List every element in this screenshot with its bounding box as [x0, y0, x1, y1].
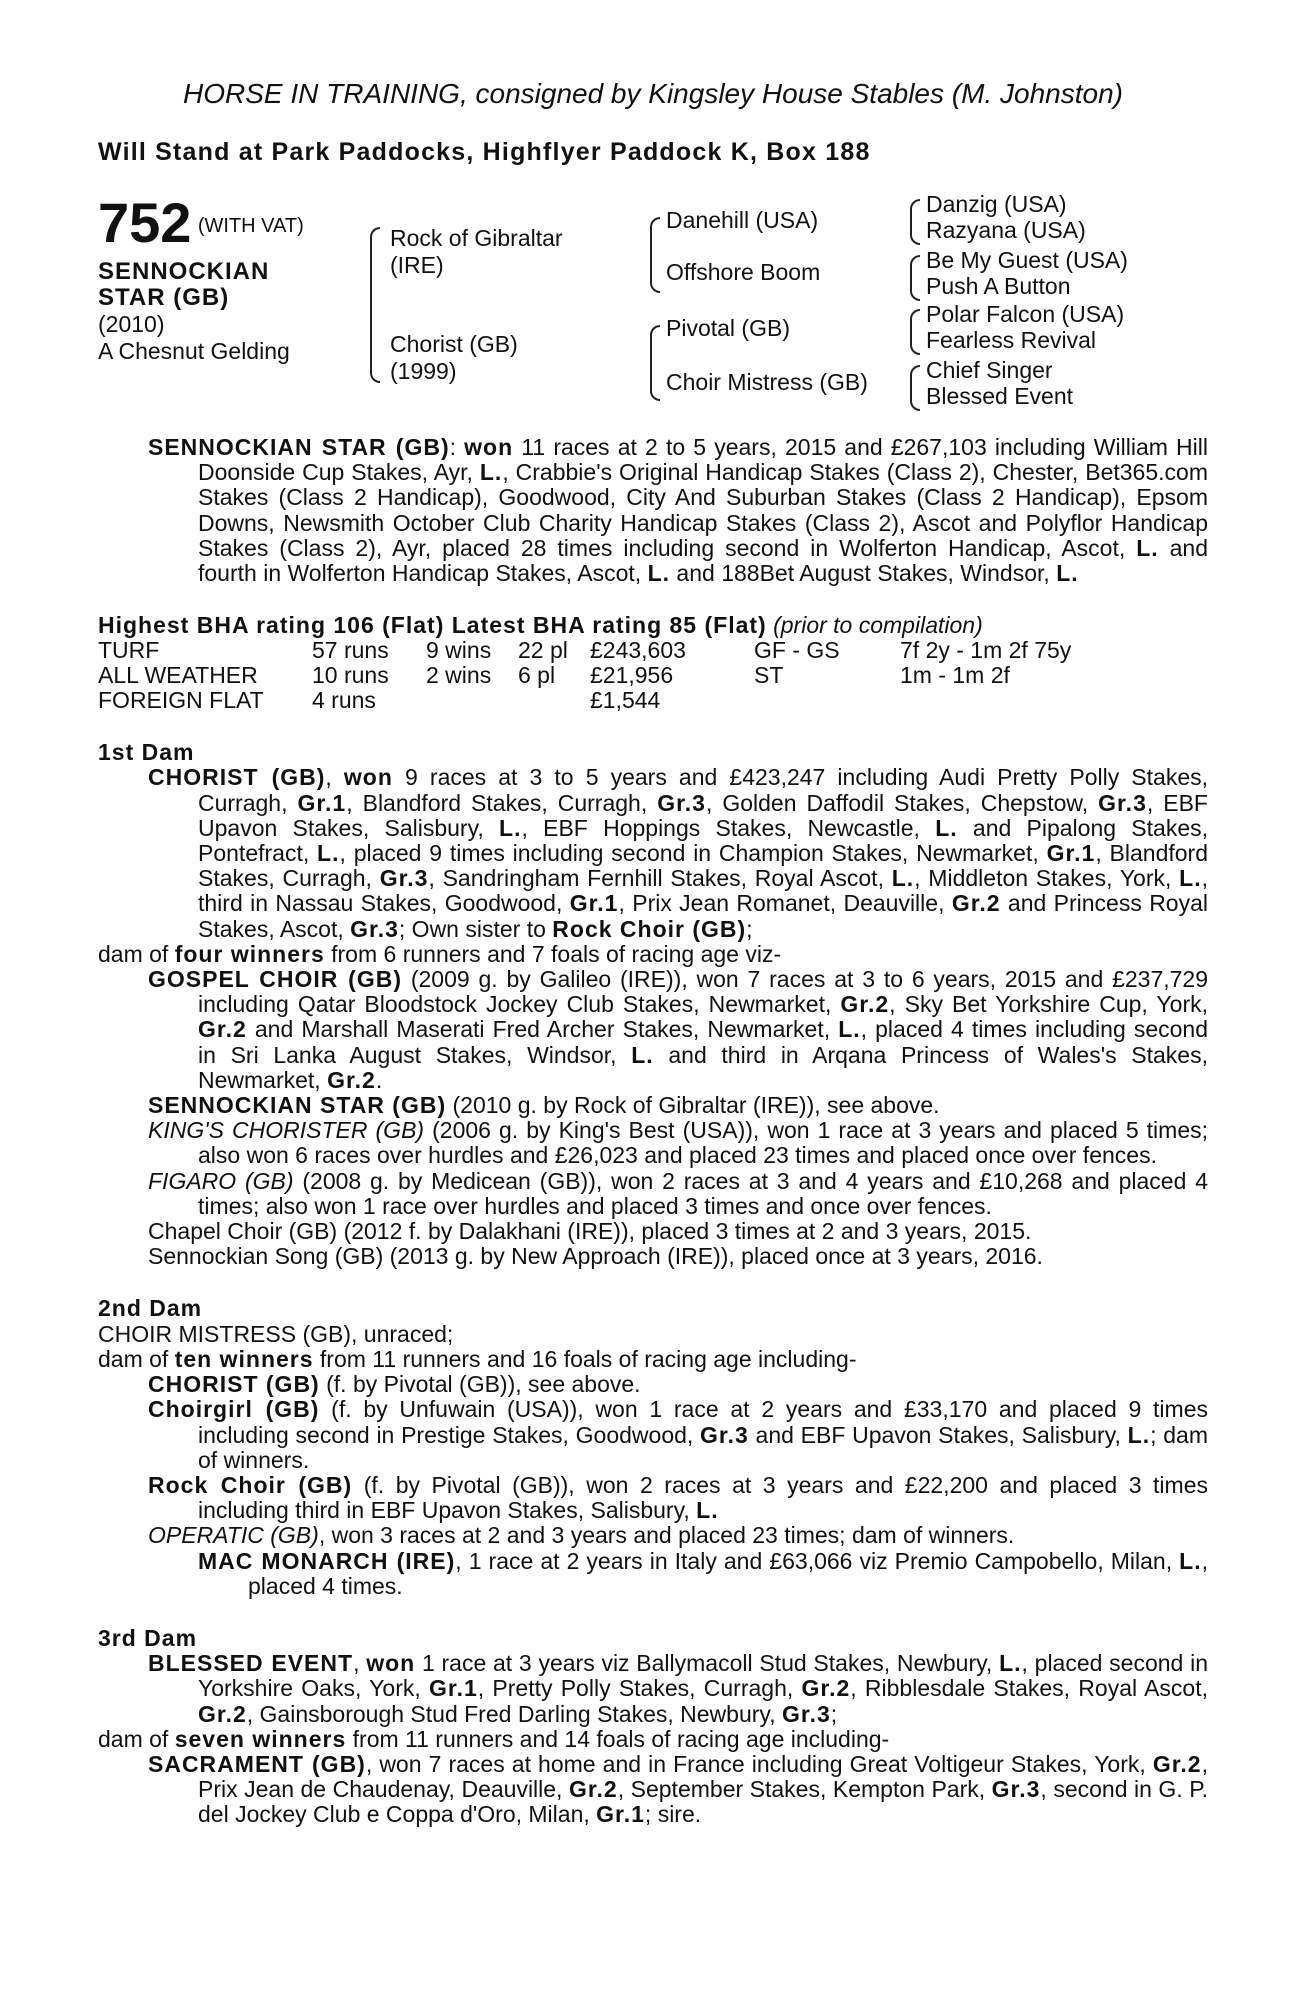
rating-section [98, 613, 1208, 713]
gp-sire-sire: Danzig (USA) [926, 191, 1067, 217]
gp-sd-dam: Push A Button [926, 273, 1071, 299]
section-heading: 1st Dam [98, 739, 195, 766]
gp-ds-sire: Polar Falcon (USA) [926, 301, 1125, 327]
gp-dd-sire: Chief Singer [926, 357, 1053, 383]
second-dam-section [98, 1296, 1208, 1598]
sire-name: Rock of Gibraltar (IRE) [390, 225, 563, 278]
list-item: MAC MONARCH (IRE), 1 race at 2 years in Italy and £63,066 viz Premio Campobello, Milan, L., placed 4 times. [198, 1547, 1209, 1599]
horse-name-line1: SENNOCKIAN [98, 258, 270, 285]
dam-parents-bracket [650, 325, 660, 401]
stand-location: Will Stand at Park Paddocks, Highflyer Paddock K, Box 188 [98, 138, 871, 166]
dam-record: CHORIST (GB), won 9 races at 3 to 5 years and £423,247 including Audi Pretty Polly Stakes, Curragh, Gr.1, Blandford Stakes, Curragh, Gr.3, Golden Daffodil Stakes, Chepstow, Gr.3, EBF Upavon Stakes, Salisbury, L., EBF Hoppings Stakes, Newcastle, L. and Pipalong Stakes, Pontefract, L., placed 9 times including second in Champion Stakes, Newmarket, Gr.1, Blandford Stakes, Curragh, Gr.3, Sandringham Fernhill Stakes, Royal Ascot, L., Middleton Stakes, York, L., third in Nassau Stakes, Goodwood, Gr.1, Prix Jean Romanet, Deauville, Gr.2 and Princess Royal Stakes, Ascot, Gr.3; Own sister to Rock Choir (GB); [148, 764, 1209, 942]
list-item: OPERATIC (GB), won 3 races at 2 and 3 years and placed 23 times; dam of winners. [148, 1522, 1015, 1549]
dam-record: CHOIR MISTRESS (GB), unraced; [98, 1320, 454, 1347]
lot-info [98, 191, 338, 365]
consignor-title: HORSE IN TRAINING, consigned by Kingsley House Stables (M. Johnston) [183, 78, 1123, 109]
table-row: TURF 57 runs 9 wins 22 pl £243,603 GF - GS 7f 2y - 1m 2f 75y [98, 637, 1072, 664]
dam-sire: Pivotal (GB) [666, 315, 790, 341]
dam-produce-summary: dam of four winners from 6 runners and 7 foals of racing age viz- [98, 940, 782, 967]
first-dam-section [98, 740, 1208, 1269]
race-record [98, 435, 1208, 1828]
pedigree-block [98, 191, 1208, 435]
gp-bracket-4 [910, 365, 920, 411]
list-item: Choirgirl (GB) (f. by Unfuwain (USA)), won 1 race at 2 years and £33,170 and placed 9 times including second in Prestige Stakes, Goodwood, Gr.3 and EBF Upavon Stakes, Salisbury, L.; dam of winners. [148, 1396, 1208, 1473]
list-item: SENNOCKIAN STAR (GB) (2010 g. by Rock of Gibraltar (IRE)), see above. [148, 1092, 940, 1119]
sire-parents-bracket [650, 217, 660, 293]
dam-dam: Choir Mistress (GB) [666, 369, 868, 395]
gp-sire-dam: Razyana (USA) [926, 217, 1086, 243]
table-row: FOREIGN FLAT 4 runs £1,544 [98, 687, 661, 714]
gp-bracket-1 [910, 199, 920, 245]
dam-record: BLESSED EVENT, won 1 race at 3 years viz Ballymacoll Stud Stakes, Newbury, L., placed second in Yorkshire Oaks, York, Gr.1, Pretty Polly Stakes, Curragh, Gr.2, Ribblesdale Stakes, Royal Ascot, Gr.2, Gainsborough Stud Fred Darling Stakes, Newbury, Gr.3; [148, 1650, 1208, 1727]
third-dam-section [98, 1626, 1208, 1828]
list-item: Sennockian Song (GB) (2013 g. by New Approach (IRE)), placed once at 3 years, 2016. [148, 1243, 1043, 1270]
rating-note: (prior to compilation) [773, 612, 983, 639]
list-item: SACRAMENT (GB), won 7 races at home and in France including Great Voltigeur Stakes, York, Gr.2, Prix Jean de Chaudenay, Deauville, Gr.2, September Stakes, Kempton Park, Gr.3, second in G. P. del Jockey Club e Coppa d'Oro, Milan, Gr.1; sire. [148, 1750, 1208, 1828]
pedigree-bracket [370, 227, 380, 383]
section-heading: 2nd Dam [98, 1295, 203, 1322]
horse-name-line2: STAR (GB) [98, 284, 230, 311]
vat-note: (WITH VAT) [197, 215, 304, 237]
lot-number: 752 [98, 191, 192, 254]
list-item: KING'S CHORISTER (GB) (2006 g. by King's Best (USA)), won 1 race at 3 years and placed 5 times; also won 6 races over hurdles and £26,023 and placed 23 times and placed once over fences. [148, 1117, 1209, 1169]
sire-sire: Danehill (USA) [666, 207, 819, 233]
gp-bracket-2 [910, 255, 920, 301]
list-item: Rock Choir (GB) (f. by Pivotal (GB)), won 2 races at 3 years and £22,200 and placed 3 times including third in EBF Upavon Stakes, Salisbury, L. [148, 1471, 1208, 1524]
list-item: FIGARO (GB) (2008 g. by Medicean (GB)), won 2 races at 3 and 4 years and £10,268 and placed 4 times; also won 1 race over hurdles and placed 3 times and once over fences. [148, 1167, 1208, 1219]
horse-year: (2010) [98, 311, 165, 337]
gp-bracket-3 [910, 309, 920, 355]
rating-label: Highest BHA rating 106 (Flat) Latest BHA rating 85 (Flat) [98, 612, 767, 639]
table-row: ALL WEATHER 10 runs 2 wins 6 pl £21,956 ST 1m - 1m 2f [98, 662, 1010, 689]
summary-paragraph: SENNOCKIAN STAR (GB): won 11 races at 2 to 5 years, 2015 and £267,103 including William Hill Doonside Cup Stakes, Ayr, L., Crabbie's Original Handicap Stakes (Class 2), Chester, Bet365.com Stakes (Class 2 Handicap), Goodwood, City And Suburban Stakes (Class 2 Handicap), Epsom Downs, Newsmith October Club Charity Handicap Stakes (Class 2), Ascot and Polyflor Handicap Stakes (Class 2), Ayr, placed 28 times including second in Wolferton Handicap, Ascot, L. and fourth in Wolferton Handicap Stakes, Ascot, L. and 188Bet August Stakes, Windsor, L. [148, 434, 1209, 587]
list-item: Chapel Choir (GB) (2012 f. by Dalakhani (IRE)), placed 3 times at 2 and 3 years, 2015. [148, 1218, 1032, 1245]
dam-produce-summary: dam of seven winners from 11 runners and 14 foals of racing age including- [98, 1725, 890, 1752]
horse-description: A Chesnut Gelding [98, 338, 290, 364]
dam-name: Chorist (GB) (1999) [390, 331, 518, 384]
sire-dam: Offshore Boom [666, 259, 821, 285]
gp-sd-sire: Be My Guest (USA) [926, 247, 1128, 273]
gp-dd-dam: Blessed Event [926, 383, 1074, 409]
section-heading: 3rd Dam [98, 1624, 198, 1651]
list-item: GOSPEL CHOIR (GB) (2009 g. by Galileo (IRE)), won 7 races at 3 to 6 years, 2015 and £237,729 including Qatar Bloodstock Jockey Club Stakes, Newmarket, Gr.2, Sky Bet Yorkshire Cup, York, Gr.2 and Marshall Maserati Fred Archer Stakes, Newmarket, L., placed 4 times including second in Sri Lanka August Stakes, Windsor, L. and third in Arqana Princess of Wales's Stakes, Newmarket, Gr.2. [148, 966, 1209, 1093]
catalogue-page [98, 78, 1208, 1828]
gp-ds-dam: Fearless Revival [926, 327, 1096, 353]
dam-produce-summary: dam of ten winners from 11 runners and 16 foals of racing age including- [98, 1345, 857, 1372]
list-item: CHORIST (GB) (f. by Pivotal (GB)), see above. [148, 1371, 641, 1398]
form-table [98, 638, 1085, 713]
